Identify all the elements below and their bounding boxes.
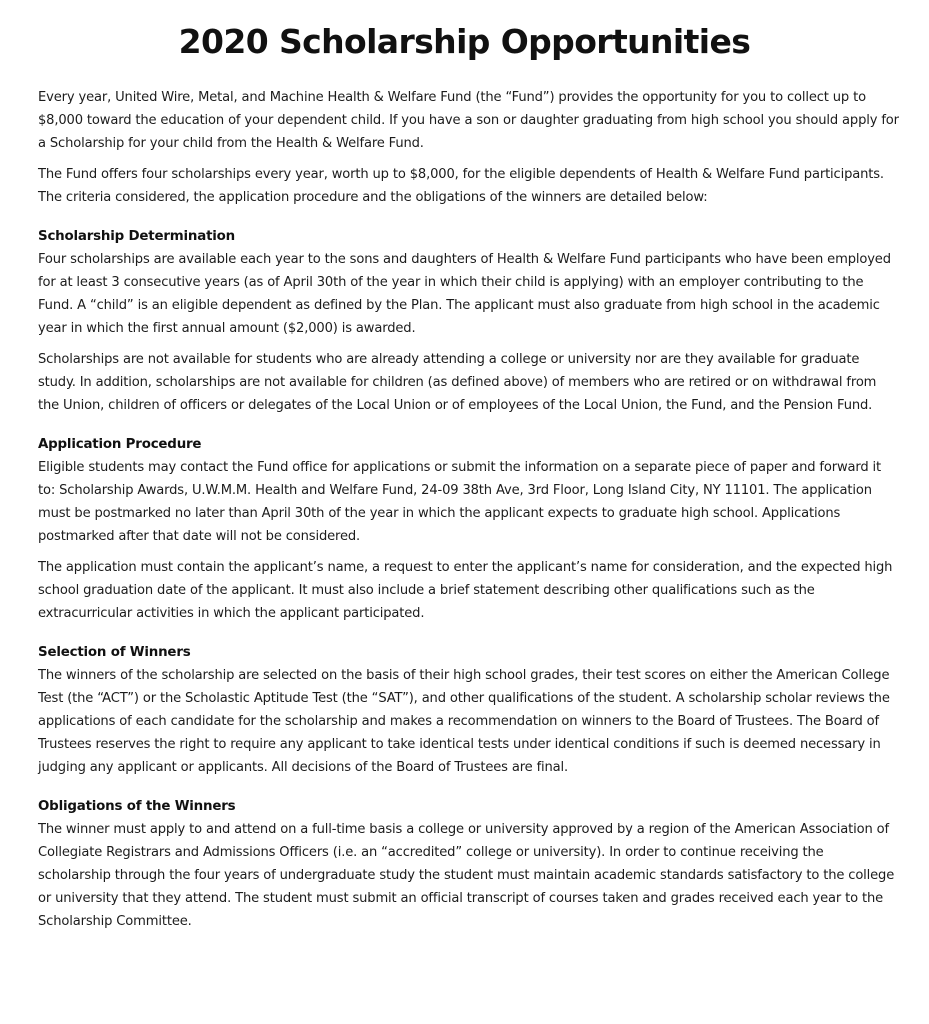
section-heading: Application Procedure [38, 437, 202, 452]
intro-paragraph: The Fund offers four scholarships every year, worth up to $8,000, for the eligible dependents of Health & Welfare Fund participants. The criteria considered, the application procedure and the obligations of the winners are detailed below: [38, 167, 884, 205]
section-paragraph: Four scholarships are available each year to the sons and daughters of Health & Welfare Fund participants who have been employed for at least 3 consecutive years (as of April 30th of the year in which their child is applying) with an employer contributing to the Fund. A “child” is an eligible dependent as defined by the Plan. The applicant must also graduate from high school in the academic year in which the first annual amount ($2,000) is awarded. [38, 252, 891, 336]
section-paragraph: The winner must apply to and attend on a full-time basis a college or university approved by a region of the American Association of Collegiate Registrars and Admissions Officers (i.e. an “accredited” college or university). In order to continue receiving the scholarship through the four years of undergraduate study the student must maintain academic standards satisfactory to the college or university that they attend. The student must submit an official transcript of courses taken and grades received each year to the Scholarship Committee. [38, 822, 895, 929]
intro-paragraph: Every year, United Wire, Metal, and Machine Health & Welfare Fund (the “Fund”) provides the opportunity for you to collect up to $8,000 toward the education of your dependent child. If you have a son or daughter graduating from high school you should apply for a Scholarship for your child from the Health & Welfare Fund. [38, 90, 899, 151]
section-application-procedure [38, 433, 900, 625]
section-paragraph: The application must contain the applicant’s name, a request to enter the applicant’s name for consideration, and the expected high school graduation date of the applicant. It must also include a brief statement describing other qualifications such as the extracurricular activities in which the applicant participated. [38, 560, 893, 621]
section-paragraph: The winners of the scholarship are selected on the basis of their high school grades, their test scores on either the American College Test (the “ACT”) or the Scholastic Aptitude Test (the “SAT”), and other qualifications of the student. A scholarship scholar reviews the applications of each candidate for the scholarship and makes a recommendation on winners to the Board of Trustees. The Board of Trustees reserves the right to require any applicant to take identical tests under identical conditions if such is deemed necessary in judging any applicant or applicants. All decisions of the Board of Trustees are final. [38, 668, 890, 775]
section-heading: Scholarship Determination [38, 229, 236, 244]
section-selection-of-winners [38, 641, 900, 779]
section-heading: Obligations of the Winners [38, 799, 236, 814]
page-title: 2020 Scholarship Opportunities [178, 22, 751, 61]
section-obligations-of-winners [38, 795, 900, 933]
document-body [38, 86, 900, 933]
section-heading: Selection of Winners [38, 645, 191, 660]
section-scholarship-determination [38, 225, 900, 417]
section-paragraph: Eligible students may contact the Fund office for applications or submit the information on a separate piece of paper and forward it to: Scholarship Awards, U.W.M.M. Health and Welfare Fund, 24-09 38th Ave, 3rd Floor, Long Island City, NY 11101. The application must be postmarked no later than April 30th of the year in which the applicant expects to graduate high school. Applications postmarked after that date will not be considered. [38, 460, 882, 544]
section-paragraph: Scholarships are not available for students who are already attending a college or university nor are they available for graduate study. In addition, scholarships are not available for children (as defined above) of members who are retired or on withdrawal from the Union, children of officers or delegates of the Local Union or of employees of the Local Union, the Fund, and the Pension Fund. [38, 352, 877, 413]
